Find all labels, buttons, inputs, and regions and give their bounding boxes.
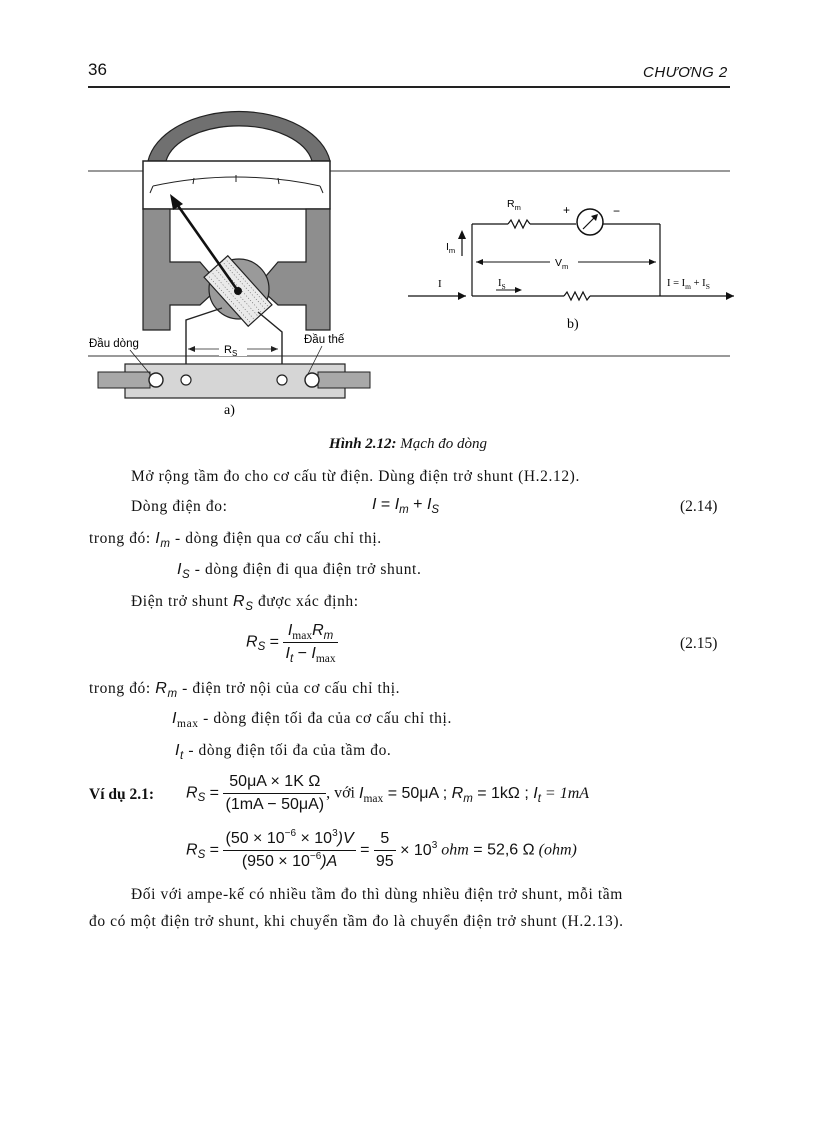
eq-number-2-14: (2.14) [680, 498, 718, 515]
paragraph-1: Mở rộng tầm đo cho cơ cấu từ điện. Dùng điện trở shunt (H.2.12). [131, 468, 580, 485]
voltage-terminal-left [181, 375, 191, 385]
page-number: 36 [88, 60, 107, 79]
definition-rm: trong đó: $R_m$ - điện trở nội của cơ cấu chỉ thị. [89, 680, 401, 700]
label-is: $I_S$ [498, 278, 506, 291]
eq-number-2-15: (2.15) [680, 635, 718, 652]
label-rs: $R_S$ [224, 344, 238, 358]
definition-is: $I_S$ - dòng điện đi qua điện trở shunt. [177, 561, 422, 581]
magnet-arc [148, 112, 330, 161]
label-im: $I_m$ [446, 241, 456, 255]
scale-window [143, 161, 330, 209]
paragraph-4-line-2: đo có một điện trở shunt, khi chuyển tầm đo là chuyển điện trở shunt (H.2.13). [89, 913, 624, 930]
equation-2-14: $I = I_m + I_S$ [372, 496, 440, 516]
label-voltage-terminal: Đầu thế [304, 334, 345, 346]
definition-im: trong đó: $I_m$ - dòng điện qua cơ cấu chỉ thị. [89, 530, 382, 550]
equation-2-15: $R_S$ = $\frac{I_{max}R_m}{I_t - I_{max}}$ [246, 622, 336, 665]
definition-imax: $I_{max}$ - dòng điện tối đa của cơ cấu chỉ thị. [172, 710, 452, 730]
current-terminal-left [149, 373, 163, 387]
sublabel-b: b) [567, 317, 579, 332]
label-current-terminal: Đầu dòng [89, 338, 139, 350]
label-i-out: $I = I_m + I_S$ [667, 278, 710, 291]
eq-2-14-label: Dòng điện đo: [131, 498, 228, 515]
label-rm: $R_m$ [507, 198, 521, 212]
paragraph-3: Điện trở shunt $R_S$ được xác định: [131, 593, 359, 613]
pole-left [143, 209, 212, 330]
figure-caption: Hình 2.12: Mạch đo dòng [329, 436, 487, 452]
example-calculation: $R_S$ = $\frac{(50 \times 10^{-6} \times 10^3)V}{(950 \times 10^{-6})A}$ = $\frac{5}{95}$ × $10^3$ ohm = 52,6 Ω (ohm) [186, 828, 577, 870]
label-minus: − [613, 204, 621, 218]
header-rule [88, 86, 730, 88]
voltage-terminal-right [277, 375, 287, 385]
current-terminal-right [305, 373, 319, 387]
label-vm: $V_m$ [555, 257, 569, 271]
definition-it: $I_t$ - dòng điện tối đa của tầm đo. [175, 742, 392, 762]
example-label: Ví dụ 2.1: [89, 786, 155, 803]
figure-2-12 [0, 100, 816, 430]
pole-right [266, 209, 330, 330]
paragraph-4-line-1: Đối với ampe-kế có nhiều tầm đo thì dùng nhiều điện trở shunt, mỗi tầm [131, 886, 623, 903]
label-i-in: I [438, 278, 442, 290]
label-plus: + [563, 203, 571, 217]
example-equation: $R_S$ = $\frac{\text{50μA × 1K Ω}}{(1mA - 50\mu A)}$ , với $I_{max} = 50\mu A$ ; $R_m = 1k\Omega$ ; $I_t = 1mA$ [186, 773, 590, 813]
sublabel-a: a) [224, 403, 235, 418]
chapter-title: CHƯƠNG 2 [643, 64, 728, 81]
